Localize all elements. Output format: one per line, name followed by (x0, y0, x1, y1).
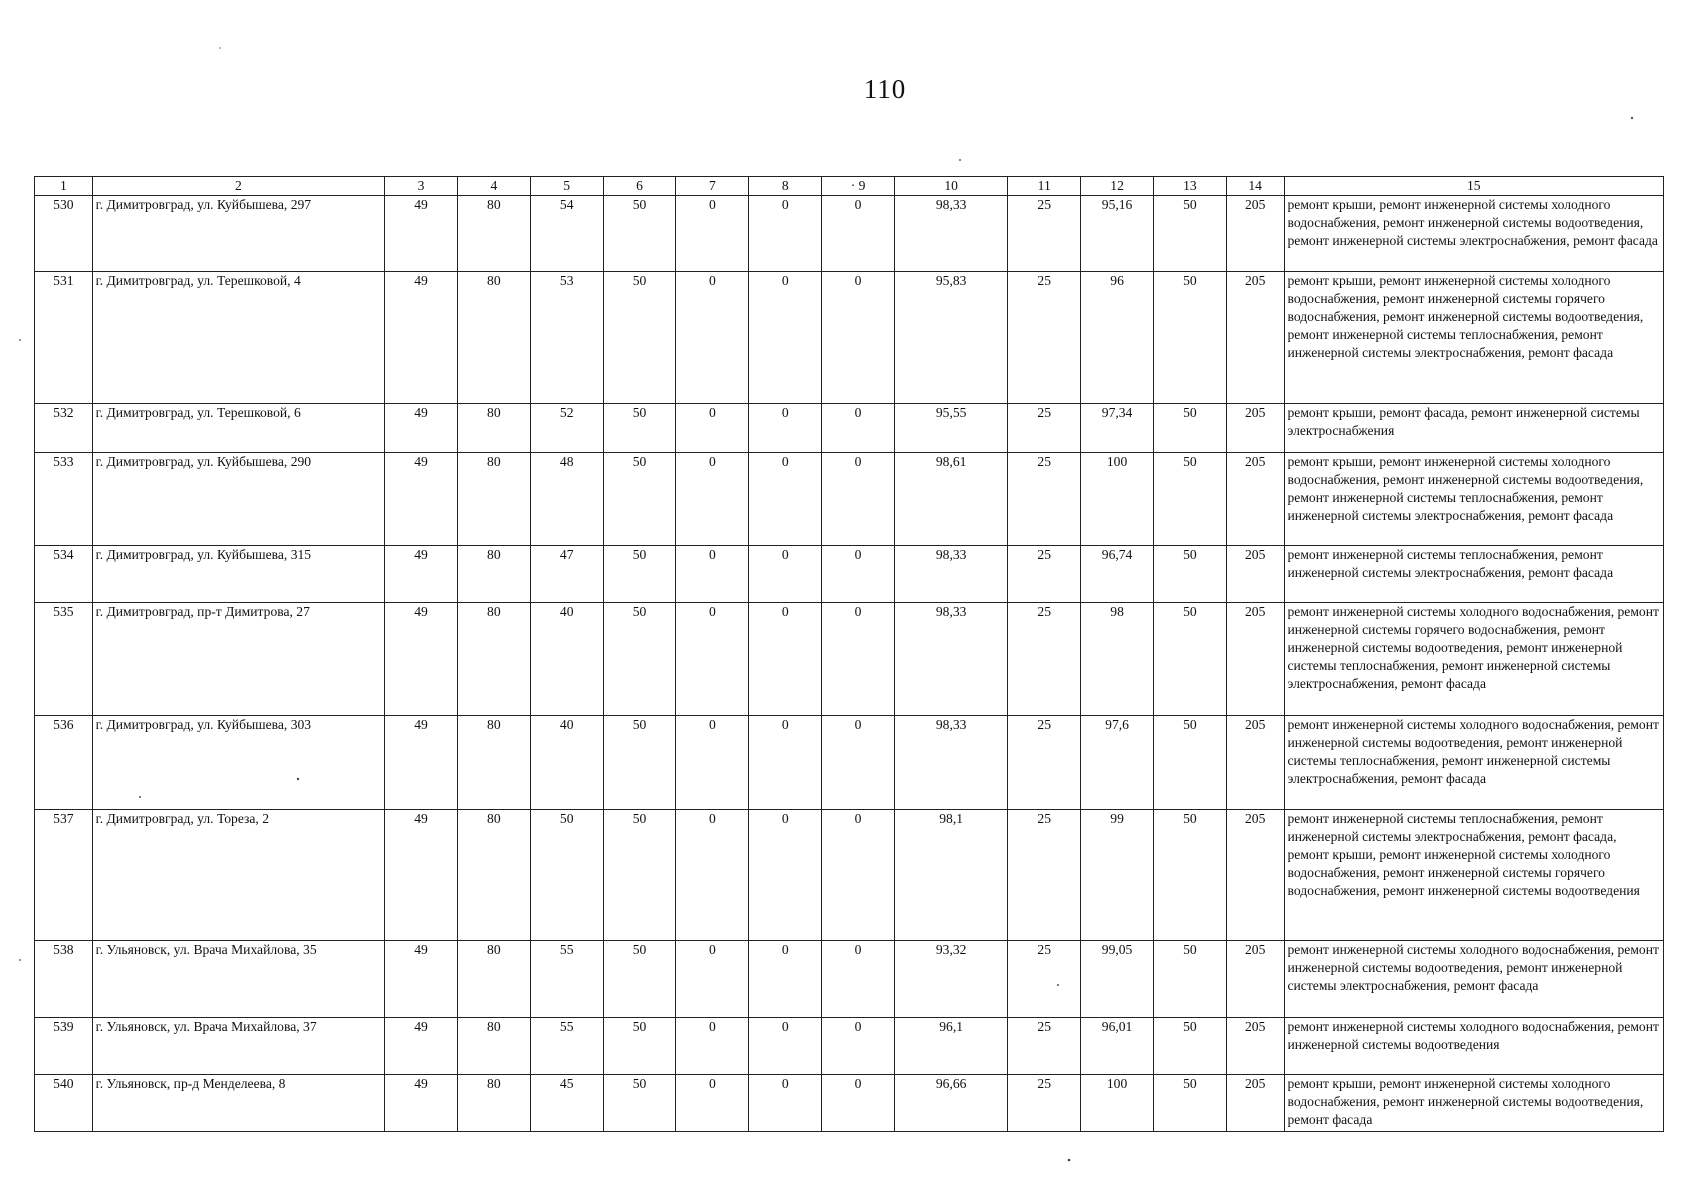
value-cell-col-7: 0 (676, 453, 749, 546)
value-cell-col-7: 0 (676, 404, 749, 453)
table-row (35, 546, 1664, 603)
value-cell-col-5: 55 (530, 941, 603, 1018)
value-cell-col-5: 52 (530, 404, 603, 453)
works-list-cell: ремонт инженерной системы теплоснабжения, ремонт инженерной системы электроснабжения, ремонт фасада, ремонт крыши, ремонт инженерной системы холодного водоснабжения, ремонт инженерной системы горячего водоснабжения, ремонт инженерной системы водоотведения (1284, 810, 1664, 941)
value-cell-col-4: 80 (457, 404, 530, 453)
value-cell-col-4: 80 (457, 196, 530, 272)
value-cell-col-4: 80 (457, 546, 530, 603)
column-header-11: 11 (1008, 177, 1081, 196)
value-cell-col-3: 49 (385, 404, 458, 453)
value-cell-col-9: 0 (822, 272, 895, 404)
value-cell-col-10: 98,1 (894, 810, 1007, 941)
works-list-cell: ремонт инженерной системы холодного водоснабжения, ремонт инженерной системы водоотведения, ремонт инженерной системы теплоснабжения, ремонт инженерной системы электроснабжения, ремонт фасада (1284, 716, 1664, 810)
value-cell-col-11: 25 (1008, 453, 1081, 546)
value-cell-col-13: 50 (1153, 603, 1226, 716)
value-cell-col-4: 80 (457, 272, 530, 404)
row-number-cell: 539 (35, 1018, 93, 1075)
value-cell-col-6: 50 (603, 453, 676, 546)
value-cell-col-3: 49 (385, 810, 458, 941)
value-cell-col-13: 50 (1153, 453, 1226, 546)
value-cell-col-10: 98,33 (894, 196, 1007, 272)
value-cell-col-8: 0 (749, 272, 822, 404)
works-list-cell: ремонт инженерной системы теплоснабжения, ремонт инженерной системы электроснабжения, ремонт фасада (1284, 546, 1664, 603)
value-cell-col-10: 98,33 (894, 546, 1007, 603)
value-cell-col-11: 25 (1008, 810, 1081, 941)
value-cell-col-11: 25 (1008, 716, 1081, 810)
table-row (35, 716, 1664, 810)
value-cell-col-8: 0 (749, 941, 822, 1018)
value-cell-col-6: 50 (603, 603, 676, 716)
value-cell-col-12: 98 (1081, 603, 1154, 716)
works-list-cell: ремонт крыши, ремонт инженерной системы холодного водоснабжения, ремонт инженерной системы водоотведения, ремонт инженерной системы электроснабжения, ремонт фасада (1284, 196, 1664, 272)
value-cell-col-4: 80 (457, 810, 530, 941)
column-header-13: 13 (1153, 177, 1226, 196)
value-cell-col-8: 0 (749, 546, 822, 603)
value-cell-col-8: 0 (749, 716, 822, 810)
value-cell-col-10: 98,33 (894, 716, 1007, 810)
value-cell-col-9: 0 (822, 1075, 895, 1132)
value-cell-col-9: 0 (822, 810, 895, 941)
value-cell-col-4: 80 (457, 453, 530, 546)
value-cell-col-14: 205 (1226, 546, 1284, 603)
table-row (35, 404, 1664, 453)
value-cell-col-14: 205 (1226, 1018, 1284, 1075)
value-cell-col-5: 54 (530, 196, 603, 272)
row-number-cell: 535 (35, 603, 93, 716)
row-number-cell: 540 (35, 1075, 93, 1132)
value-cell-col-13: 50 (1153, 810, 1226, 941)
value-cell-col-4: 80 (457, 1075, 530, 1132)
works-list-cell: ремонт инженерной системы холодного водоснабжения, ремонт инженерной системы водоотведения (1284, 1018, 1664, 1075)
value-cell-col-10: 95,83 (894, 272, 1007, 404)
column-header-7: 7 (676, 177, 749, 196)
value-cell-col-6: 50 (603, 1018, 676, 1075)
value-cell-col-13: 50 (1153, 1018, 1226, 1075)
value-cell-col-14: 205 (1226, 810, 1284, 941)
value-cell-col-12: 99,05 (1081, 941, 1154, 1018)
address-cell: г. Димитровград, ул. Тореза, 2 (92, 810, 384, 941)
value-cell-col-3: 49 (385, 716, 458, 810)
works-list-cell: ремонт крыши, ремонт инженерной системы холодного водоснабжения, ремонт инженерной системы водоотведения, ремонт фасада (1284, 1075, 1664, 1132)
header-row (35, 177, 1664, 196)
value-cell-col-10: 98,33 (894, 603, 1007, 716)
value-cell-col-9: 0 (822, 941, 895, 1018)
address-cell: г. Димитровград, ул. Куйбышева, 290 (92, 453, 384, 546)
value-cell-col-13: 50 (1153, 546, 1226, 603)
address-cell: г. Димитровград, пр-т Димитрова, 27 (92, 603, 384, 716)
column-header-9: · 9 (822, 177, 895, 196)
value-cell-col-11: 25 (1008, 1075, 1081, 1132)
column-header-8: 8 (749, 177, 822, 196)
works-list-cell: ремонт инженерной системы холодного водоснабжения, ремонт инженерной системы водоотведения, ремонт инженерной системы электроснабжения, ремонт фасада (1284, 941, 1664, 1018)
address-cell: г. Димитровград, ул. Терешковой, 4 (92, 272, 384, 404)
value-cell-col-3: 49 (385, 1075, 458, 1132)
value-cell-col-9: 0 (822, 546, 895, 603)
column-header-6: 6 (603, 177, 676, 196)
column-header-1: 1 (35, 177, 93, 196)
value-cell-col-10: 96,1 (894, 1018, 1007, 1075)
value-cell-col-5: 40 (530, 603, 603, 716)
value-cell-col-8: 0 (749, 196, 822, 272)
value-cell-col-5: 40 (530, 716, 603, 810)
value-cell-col-5: 55 (530, 1018, 603, 1075)
value-cell-col-11: 25 (1008, 1018, 1081, 1075)
value-cell-col-9: 0 (822, 1018, 895, 1075)
value-cell-col-5: 47 (530, 546, 603, 603)
address-cell: г. Димитровград, ул. Куйбышева, 297 (92, 196, 384, 272)
value-cell-col-8: 0 (749, 453, 822, 546)
value-cell-col-11: 25 (1008, 546, 1081, 603)
value-cell-col-12: 99 (1081, 810, 1154, 941)
value-cell-col-7: 0 (676, 603, 749, 716)
works-list-cell: ремонт инженерной системы холодного водоснабжения, ремонт инженерной системы горячего водоснабжения, ремонт инженерной системы водоотведения, ремонт инженерной системы теплоснабжения, ремонт инженерной системы электроснабжения, ремонт фасада (1284, 603, 1664, 716)
column-number-header (35, 177, 1664, 196)
address-cell: г. Ульяновск, ул. Врача Михайлова, 37 (92, 1018, 384, 1075)
value-cell-col-6: 50 (603, 941, 676, 1018)
table-row (35, 1018, 1664, 1075)
row-number-cell: 536 (35, 716, 93, 810)
column-header-5: 5 (530, 177, 603, 196)
value-cell-col-6: 50 (603, 546, 676, 603)
value-cell-col-9: 0 (822, 716, 895, 810)
value-cell-col-13: 50 (1153, 716, 1226, 810)
page-number: 110 (863, 74, 907, 104)
value-cell-col-12: 97,6 (1081, 716, 1154, 810)
value-cell-col-3: 49 (385, 196, 458, 272)
value-cell-col-7: 0 (676, 1018, 749, 1075)
value-cell-col-11: 25 (1008, 196, 1081, 272)
value-cell-col-9: 0 (822, 404, 895, 453)
column-header-12: 12 (1081, 177, 1154, 196)
value-cell-col-13: 50 (1153, 1075, 1226, 1132)
value-cell-col-4: 80 (457, 941, 530, 1018)
column-header-2: 2 (92, 177, 384, 196)
address-cell: г. Ульяновск, ул. Врача Михайлова, 35 (92, 941, 384, 1018)
value-cell-col-8: 0 (749, 810, 822, 941)
value-cell-col-4: 80 (457, 716, 530, 810)
value-cell-col-12: 97,34 (1081, 404, 1154, 453)
value-cell-col-11: 25 (1008, 603, 1081, 716)
value-cell-col-7: 0 (676, 546, 749, 603)
value-cell-col-13: 50 (1153, 404, 1226, 453)
value-cell-col-14: 205 (1226, 1075, 1284, 1132)
value-cell-col-6: 50 (603, 272, 676, 404)
value-cell-col-14: 205 (1226, 941, 1284, 1018)
table-row (35, 603, 1664, 716)
value-cell-col-13: 50 (1153, 941, 1226, 1018)
value-cell-col-8: 0 (749, 603, 822, 716)
value-cell-col-7: 0 (676, 196, 749, 272)
address-cell: г. Димитровград, ул. Терешковой, 6 (92, 404, 384, 453)
table-row (35, 196, 1664, 272)
value-cell-col-12: 96,01 (1081, 1018, 1154, 1075)
address-cell: г. Ульяновск, пр-д Менделеева, 8 (92, 1075, 384, 1132)
value-cell-col-14: 205 (1226, 603, 1284, 716)
value-cell-col-10: 93,32 (894, 941, 1007, 1018)
row-number-cell: 534 (35, 546, 93, 603)
row-number-cell: 537 (35, 810, 93, 941)
value-cell-col-9: 0 (822, 196, 895, 272)
value-cell-col-6: 50 (603, 196, 676, 272)
value-cell-col-8: 0 (749, 404, 822, 453)
value-cell-col-3: 49 (385, 272, 458, 404)
value-cell-col-12: 95,16 (1081, 196, 1154, 272)
value-cell-col-11: 25 (1008, 272, 1081, 404)
column-header-15: 15 (1284, 177, 1664, 196)
row-number-cell: 538 (35, 941, 93, 1018)
value-cell-col-6: 50 (603, 404, 676, 453)
value-cell-col-6: 50 (603, 1075, 676, 1132)
repair-table (34, 176, 1664, 1132)
table-row (35, 453, 1664, 546)
value-cell-col-14: 205 (1226, 404, 1284, 453)
value-cell-col-13: 50 (1153, 272, 1226, 404)
value-cell-col-11: 25 (1008, 404, 1081, 453)
value-cell-col-5: 45 (530, 1075, 603, 1132)
value-cell-col-8: 0 (749, 1018, 822, 1075)
value-cell-col-10: 96,66 (894, 1075, 1007, 1132)
value-cell-col-12: 100 (1081, 1075, 1154, 1132)
address-cell: г. Димитровград, ул. Куйбышева, 303 (92, 716, 384, 810)
value-cell-col-3: 49 (385, 453, 458, 546)
value-cell-col-7: 0 (676, 272, 749, 404)
row-number-cell: 532 (35, 404, 93, 453)
table-row (35, 272, 1664, 404)
column-header-14: 14 (1226, 177, 1284, 196)
value-cell-col-3: 49 (385, 941, 458, 1018)
table-row (35, 810, 1664, 941)
value-cell-col-7: 0 (676, 1075, 749, 1132)
table-row (35, 941, 1664, 1018)
value-cell-col-6: 50 (603, 810, 676, 941)
value-cell-col-3: 49 (385, 1018, 458, 1075)
value-cell-col-9: 0 (822, 453, 895, 546)
value-cell-col-5: 53 (530, 272, 603, 404)
row-number-cell: 530 (35, 196, 93, 272)
value-cell-col-12: 96 (1081, 272, 1154, 404)
column-header-4: 4 (457, 177, 530, 196)
value-cell-col-9: 0 (822, 603, 895, 716)
works-list-cell: ремонт крыши, ремонт инженерной системы холодного водоснабжения, ремонт инженерной системы горячего водоснабжения, ремонт инженерной системы водоотведения, ремонт инженерной системы теплоснабжения, ремонт инженерной системы электроснабжения, ремонт фасада (1284, 272, 1664, 404)
value-cell-col-7: 0 (676, 941, 749, 1018)
value-cell-col-11: 25 (1008, 941, 1081, 1018)
table-body (35, 196, 1664, 1132)
column-header-10: 10 (894, 177, 1007, 196)
value-cell-col-3: 49 (385, 603, 458, 716)
column-header-3: 3 (385, 177, 458, 196)
address-cell: г. Димитровград, ул. Куйбышева, 315 (92, 546, 384, 603)
row-number-cell: 531 (35, 272, 93, 404)
value-cell-col-14: 205 (1226, 716, 1284, 810)
value-cell-col-7: 0 (676, 810, 749, 941)
value-cell-col-8: 0 (749, 1075, 822, 1132)
value-cell-col-6: 50 (603, 716, 676, 810)
value-cell-col-4: 80 (457, 1018, 530, 1075)
value-cell-col-12: 100 (1081, 453, 1154, 546)
row-number-cell: 533 (35, 453, 93, 546)
value-cell-col-10: 98,61 (894, 453, 1007, 546)
value-cell-col-10: 95,55 (894, 404, 1007, 453)
works-list-cell: ремонт крыши, ремонт инженерной системы холодного водоснабжения, ремонт инженерной системы водоотведения, ремонт инженерной системы теплоснабжения, ремонт инженерной системы электроснабжения, ремонт фасада (1284, 453, 1664, 546)
value-cell-col-12: 96,74 (1081, 546, 1154, 603)
value-cell-col-3: 49 (385, 546, 458, 603)
value-cell-col-5: 48 (530, 453, 603, 546)
value-cell-col-7: 0 (676, 716, 749, 810)
value-cell-col-14: 205 (1226, 196, 1284, 272)
table-row (35, 1075, 1664, 1132)
value-cell-col-13: 50 (1153, 196, 1226, 272)
value-cell-col-4: 80 (457, 603, 530, 716)
value-cell-col-14: 205 (1226, 453, 1284, 546)
value-cell-col-14: 205 (1226, 272, 1284, 404)
works-list-cell: ремонт крыши, ремонт фасада, ремонт инженерной системы электроснабжения (1284, 404, 1664, 453)
value-cell-col-5: 50 (530, 810, 603, 941)
